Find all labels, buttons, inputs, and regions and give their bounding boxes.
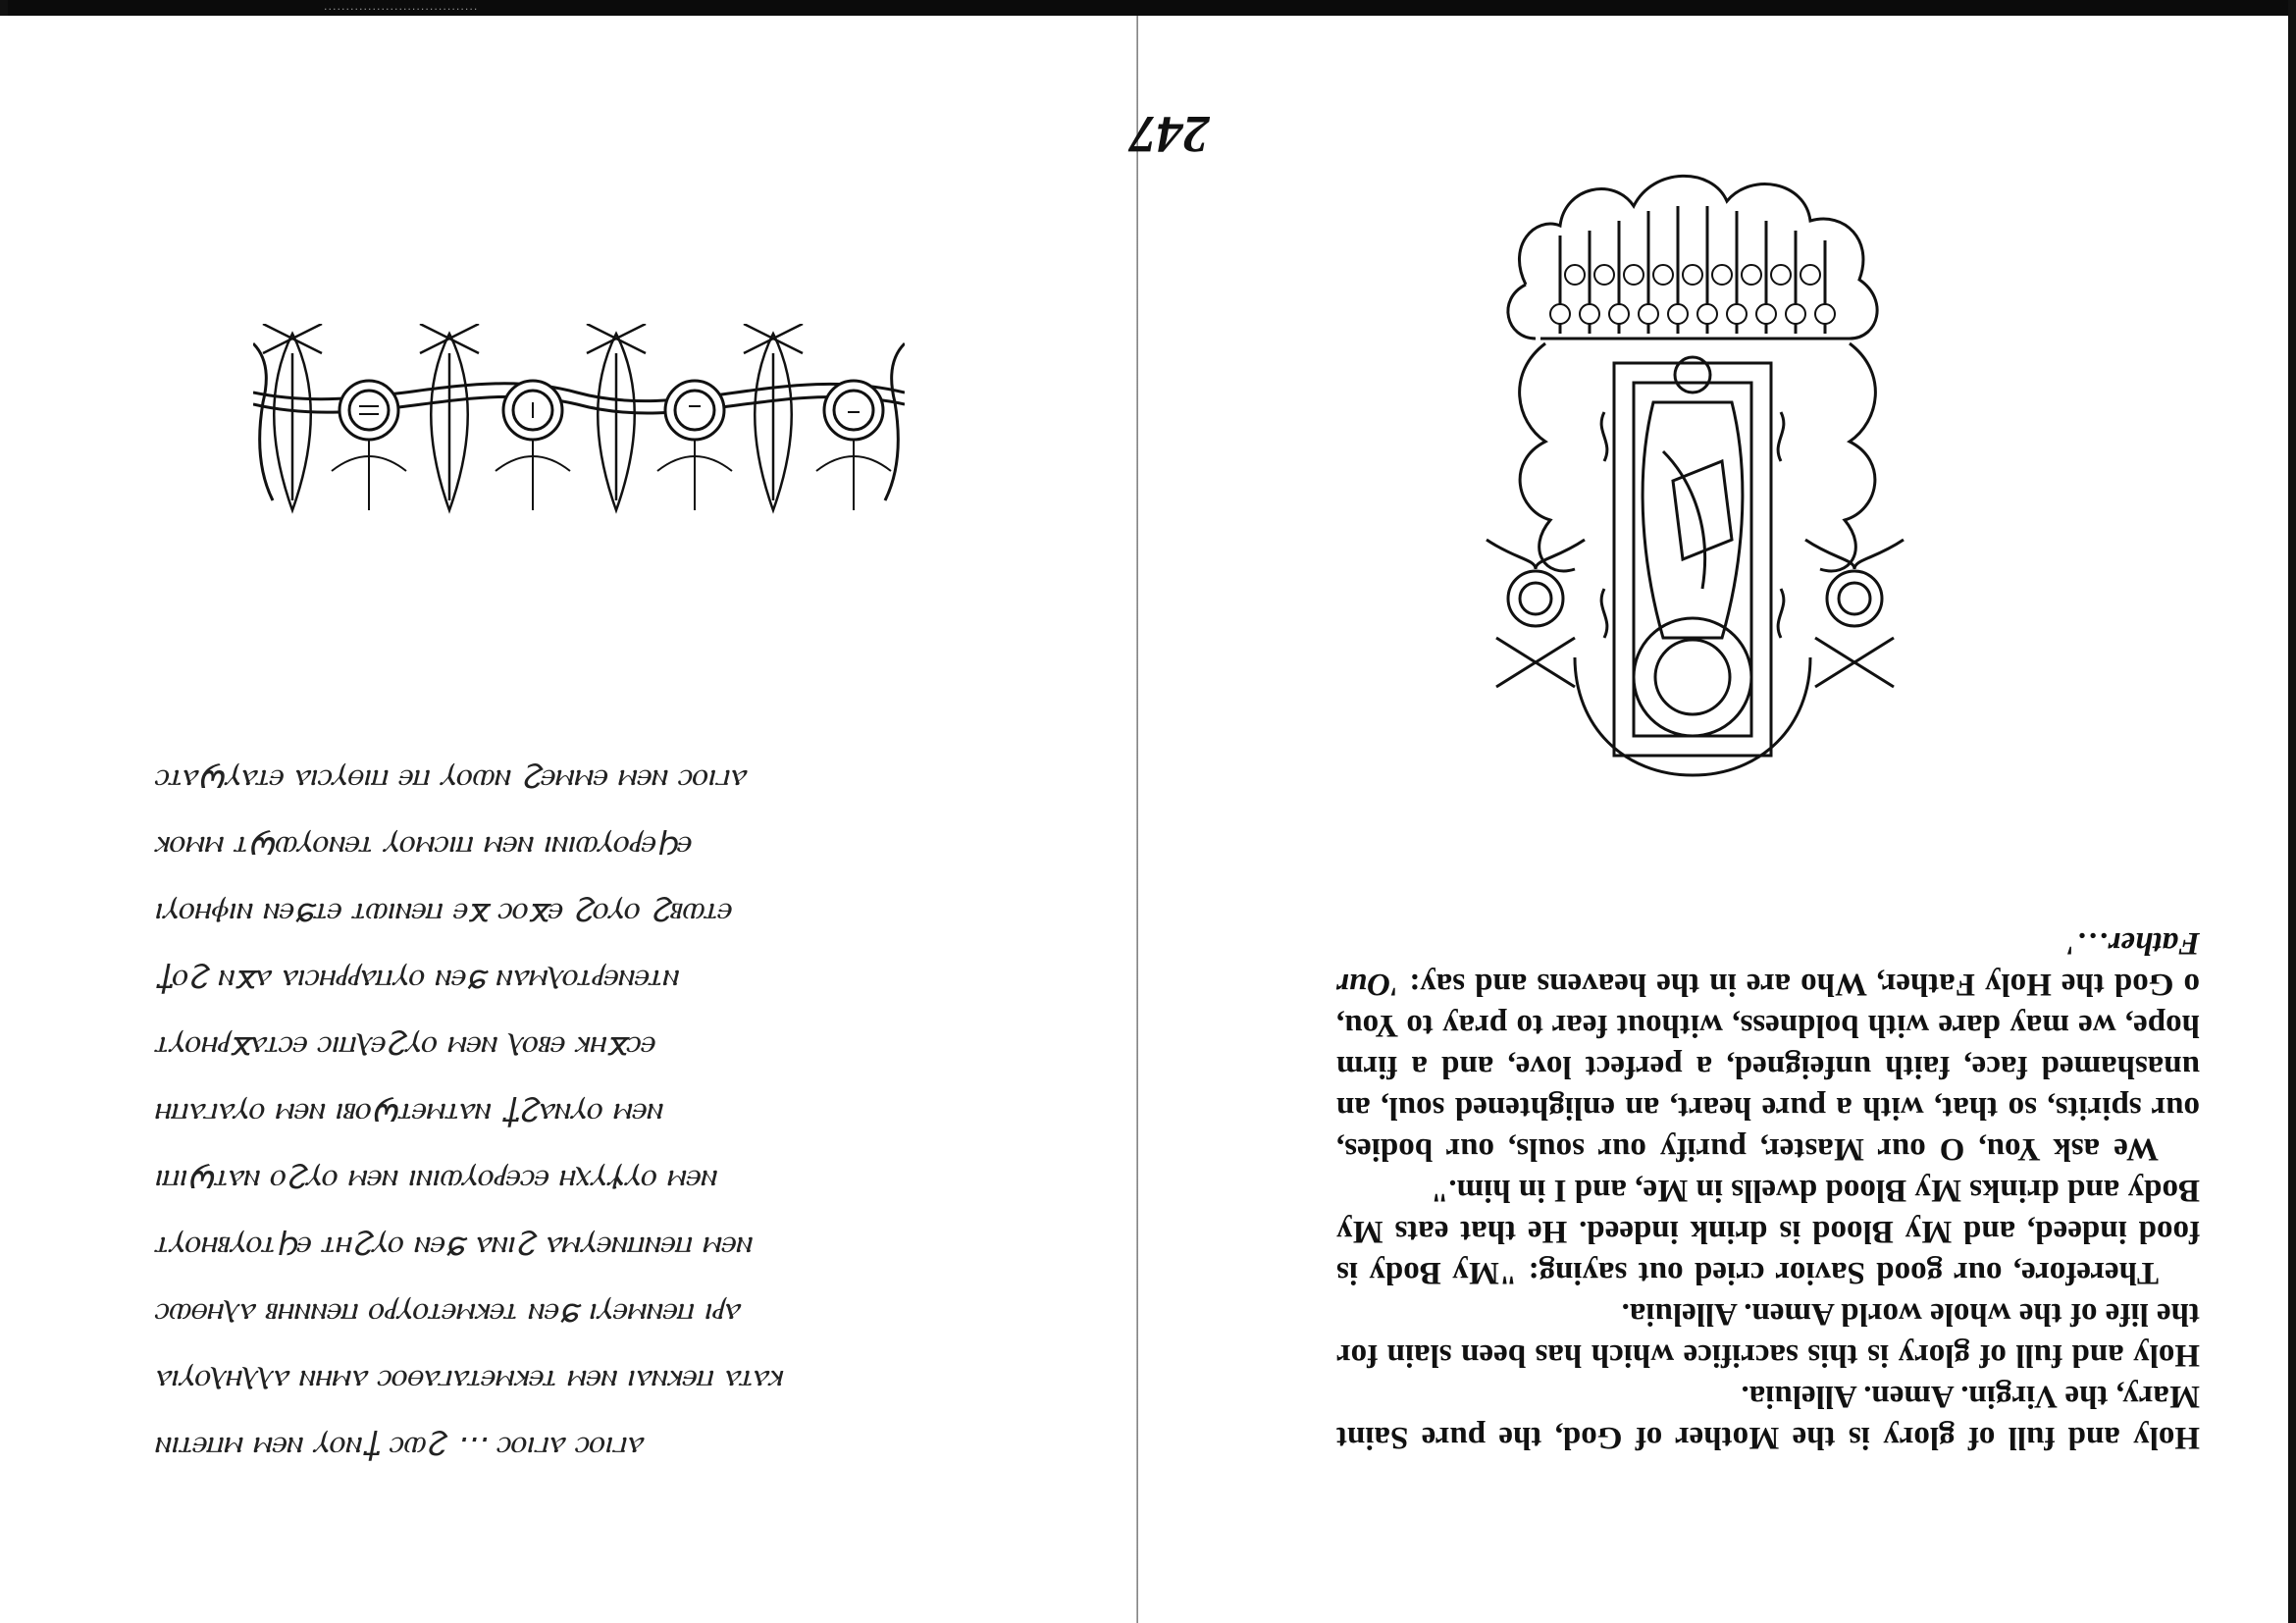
- garshuni-text-block: [157, 746, 1040, 1482]
- text-line: ⲛⲧⲉⲛⲉⲣⲧⲟⲗⲙⲁⲛ ϧⲉⲛ ⲟⲩⲡⲁⲣⲣⲏⲥⲓⲁ ⲁϫⲛ ϩⲟϯ: [157, 963, 682, 1001]
- paragraph: Therefore, our good Savior cried out saying: "My Body is food indeed, and My Blood is drink indeed. He that eats My Body and drinks My Blood dwells in Me, and I in him.": [1336, 1173, 2200, 1290]
- scan-caption: ...................................: [324, 0, 479, 13]
- closing-quote: 'Our Father…': [1335, 925, 2200, 1002]
- text-line: ⲉⲥϫⲏⲕ ⲉⲃⲟⲗ ⲛⲉⲙ ⲟⲩϩⲉⲗⲡⲓⲥ ⲉⲥⲧⲁϫⲣⲏⲟⲩⲧ: [157, 1029, 657, 1068]
- english-prayer-text: [1336, 922, 2200, 1458]
- scan-right-edge: [2288, 0, 2296, 1623]
- text-line: ⲁⲅⲓⲟⲥ ⲛⲉⲙ ⲉⲙⲙⲉϩ ⲛⲱⲟⲩ ⲡⲉ ⲡⲓⲑⲩⲥⲓⲁ ⲉⲧⲁⲩϣⲁⲧⲥ: [157, 762, 749, 801]
- paragraph: Holy and full of glory is the Mother of God, the pure Saint Mary, the Virgin. Amen. Alleluia.: [1336, 1379, 2200, 1455]
- paragraph-text: We ask You, O our Master, purify our souls, our bodies, our spirits, so that, with a pure heart, an enlightened soul, an unashamed face, faith unfeigned, a perfect love, and a firm hope, we may dare with boldness, without fear to pray to You, o God the Holy Father, Who are in the heavens and say:: [1336, 967, 2200, 1167]
- text-line: ⲁⲅⲓⲟⲥ ⲁⲅⲓⲟⲥ ... ϩⲱⲥ ϯⲛⲟⲩ ⲛⲉⲙ ⲙⲡⲉⲧⲓⲛ: [157, 1430, 646, 1468]
- enthroned-figure-illustration: [1467, 128, 1918, 814]
- page-number: 247: [1129, 105, 1210, 164]
- paragraph: [1336, 922, 2200, 1170]
- decorative-frieze: [253, 324, 905, 520]
- text-line: ⲉϥⲉⲣⲟⲩⲱⲓⲛⲓ ⲛⲉⲙ ⲡⲓⲥⲙⲟⲩ ⲧⲉⲛⲟⲩⲱϣⲧ ⲙⲙⲟⲕ: [157, 829, 694, 867]
- text-line: ⲕⲁⲧⲁ ⲡⲉⲕⲛⲁⲓ ⲛⲉⲙ ⲧⲉⲕⲙⲉⲧⲁⲅⲁⲑⲟⲥ ⲁⲙⲏⲛ ⲁⲗⲗⲏⲗⲟⲩⲓⲁ: [157, 1363, 786, 1401]
- text-line: ⲁⲣⲓ ⲡⲉⲛⲙⲉⲩⲓ ϧⲉⲛ ⲧⲉⲕⲙⲉⲧⲟⲩⲣⲟ ⲡⲉⲛⲛⲏⲃ ⲁⲗⲏⲑⲱⲥ: [157, 1296, 743, 1335]
- text-line: ⲉⲧⲱⲃϩ ⲟⲩⲟϩ ⲉϫⲟⲥ ϫⲉ ⲡⲉⲛⲓⲱⲧ ⲉⲧϧⲉⲛ ⲛⲓⲫⲏⲟⲩⲓ: [157, 896, 734, 934]
- text-line: ⲛⲉⲙ ⲡⲉⲛⲡⲛⲉⲩⲙⲁ ϩⲓⲛⲁ ϧⲉⲛ ⲟⲩϩⲏⲧ ⲉϥⲧⲟⲩⲃⲏⲟⲩⲧ: [157, 1230, 756, 1268]
- scan-top-band: [0, 0, 2296, 16]
- text-line: ⲛⲉⲙ ⲟⲩⲛⲁϩϯ ⲛⲁⲧⲙⲉⲧϣⲟⲃⲓ ⲛⲉⲙ ⲟⲩⲁⲅⲁⲡⲏ: [157, 1096, 665, 1134]
- text-line: ⲛⲉⲙ ⲟⲩⲯⲩⲭⲏ ⲉⲥⲉⲣⲟⲩⲱⲓⲛⲓ ⲛⲉⲙ ⲟⲩϩⲟ ⲛⲁⲧϣⲓⲡⲓ: [157, 1163, 719, 1201]
- paragraph: Holy and full of glory is this sacrifice which has been slain for the life of the whole world Amen. Alleluia.: [1336, 1296, 2200, 1373]
